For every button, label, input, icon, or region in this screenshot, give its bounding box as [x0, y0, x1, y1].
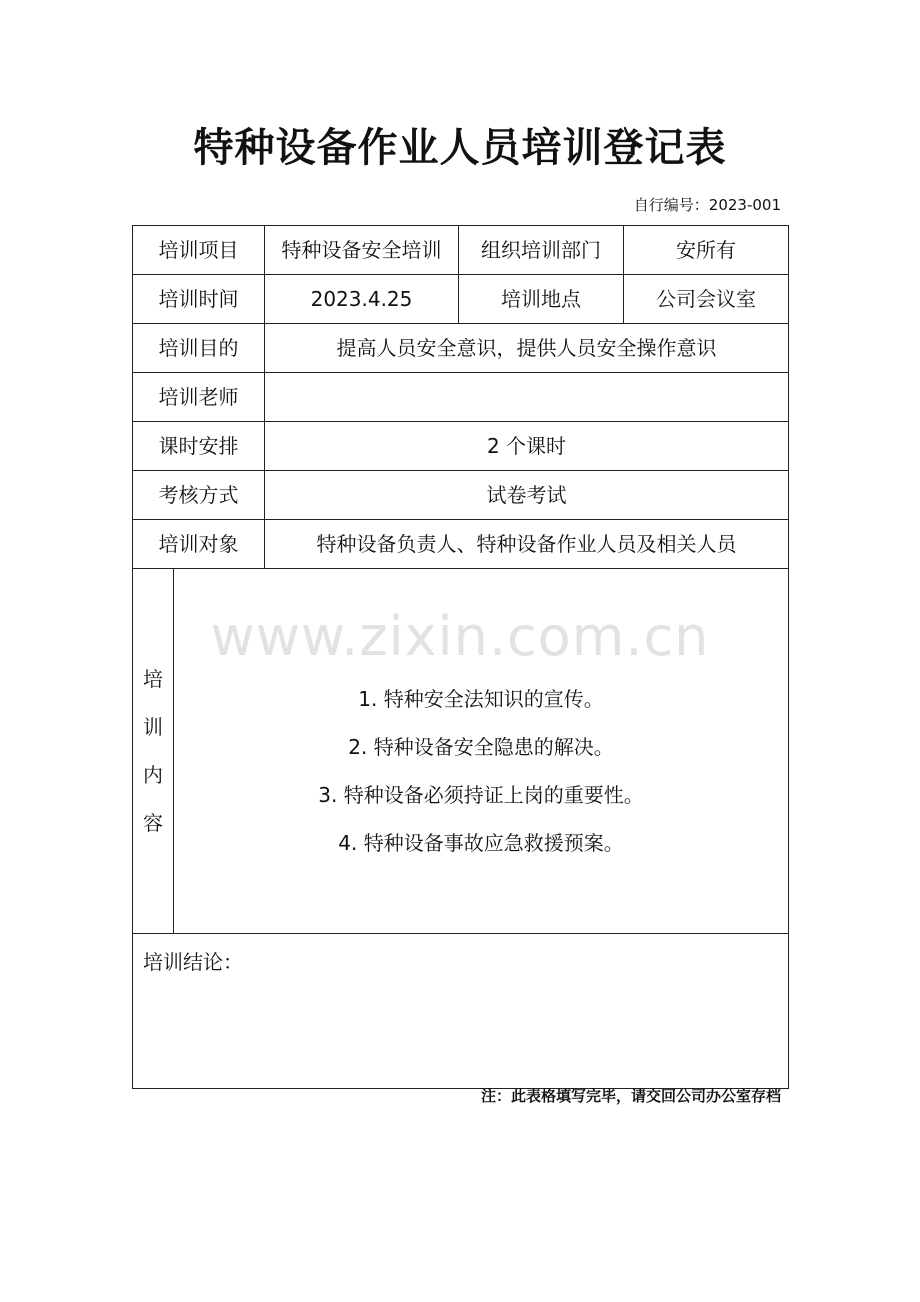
label-char: 内: [143, 763, 163, 787]
watermark: www.zixin.com.cn: [210, 605, 710, 668]
form-row-teacher: [133, 373, 789, 422]
value-class-hours: 2 个课时: [265, 422, 789, 471]
form-row-content: [133, 569, 789, 934]
form-row-exam: [133, 471, 789, 520]
label-training-content: [133, 569, 174, 934]
form-row-purpose: [133, 324, 789, 373]
value-training-location: 公司会议室: [624, 275, 789, 324]
form-row-hours: [133, 422, 789, 471]
value-training-purpose: 提高人员安全意识，提供人员安全操作意识: [265, 324, 789, 373]
value-organizing-department: 安所有: [624, 226, 789, 275]
label-training-purpose: 培训目的: [133, 324, 265, 373]
form-row-target: [133, 520, 789, 569]
label-class-hours: 课时安排: [133, 422, 265, 471]
value-training-target: 特种设备负责人、特种设备作业人员及相关人员: [265, 520, 789, 569]
label-training-project: 培训项目: [133, 226, 265, 275]
value-training-project: 特种设备安全培训: [265, 226, 459, 275]
content-item: 1. 特种安全法知识的宣传。: [358, 687, 604, 711]
value-assessment-method: 试卷考试: [265, 471, 789, 520]
value-training-time: 2023.4.25: [265, 275, 459, 324]
value-training-teacher: [265, 373, 789, 422]
content-item: 4. 特种设备事故应急救援预案。: [338, 831, 624, 855]
footer-note: 注：此表格填写完毕，请交回公司办公室存档: [480, 1087, 781, 1105]
label-training-target: 培训对象: [133, 520, 265, 569]
form-row-project: [133, 226, 789, 275]
label-training-conclusion: 培训结论：: [143, 950, 243, 974]
label-training-teacher: 培训老师: [133, 373, 265, 422]
form-row-time: [133, 275, 789, 324]
label-training-location: 培训地点: [459, 275, 624, 324]
form-row-conclusion: [133, 934, 789, 1089]
label-organizing-department: 组织培训部门: [459, 226, 624, 275]
content-item: 2. 特种设备安全隐患的解决。: [348, 735, 614, 759]
content-item: 3. 特种设备必须持证上岗的重要性。: [318, 783, 644, 807]
label-char: 容: [143, 811, 163, 835]
label-char: 训: [143, 715, 163, 739]
training-registration-form: [132, 225, 789, 1089]
label-training-time: 培训时间: [133, 275, 265, 324]
label-assessment-method: 考核方式: [133, 471, 265, 520]
page-title: 特种设备作业人员培训登记表: [193, 125, 727, 171]
document-number: 自行编号：2023-001: [633, 196, 781, 214]
training-conclusion-cell: [133, 934, 789, 1089]
content-list: [174, 635, 788, 867]
label-char: 培: [143, 667, 163, 691]
value-training-content: [174, 569, 789, 934]
